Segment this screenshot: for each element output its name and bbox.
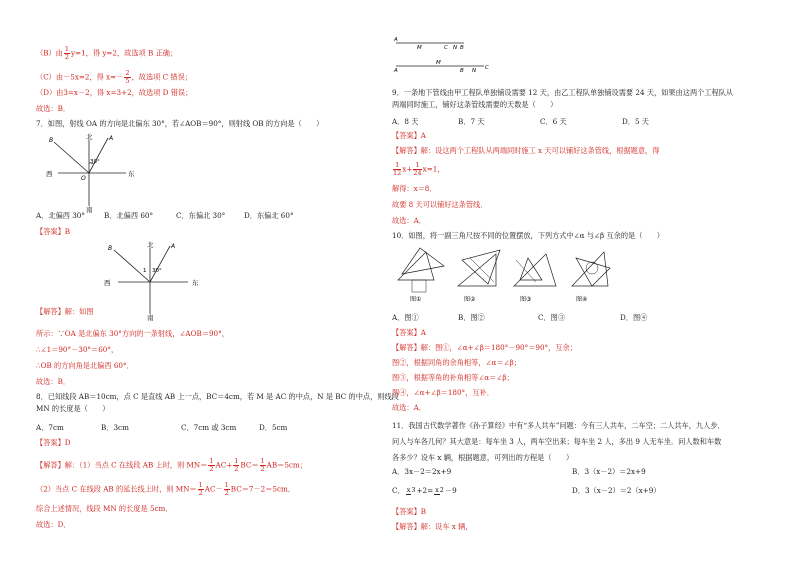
question-11: 11．我国古代数学著作《孙子算经》中有“多人共车”问题：今有三人共车，二车空；二人共车，九人步． [392, 421, 725, 430]
q7-answer-figure [98, 238, 228, 320]
prev-option-d: （D）由3=x－2，得 x=3+2，故选项 D 错误； [36, 88, 193, 97]
q10-line-2: 图②，根据同角的余角相等，∠α＝∠β； [392, 358, 521, 367]
label-north: 北 [86, 133, 93, 141]
q11-line-1: 【解答】解：设车 x 辆， [392, 522, 473, 531]
question-9: 9．一条地下管线由甲工程队单独铺设需要 12 天，由乙工程队单独铺设需要 24 天，如果由这两个工程队从 [392, 88, 734, 97]
q11-option-a[interactable]: A．3x－2＝2x+9 [392, 467, 452, 476]
ray-ob [114, 250, 150, 282]
q7-option-b[interactable]: B．北偏西 60° [104, 211, 154, 220]
q8-line-1: 【解答】解：（1）当点 C 在线段 AB 上时，则 MN＝ $\frac{1}{2}$ AC+ $\frac{1}{2}$ BC＝ $\frac{1}{2}$ AB＝5cm； [36, 457, 307, 473]
q10-option-c[interactable]: C．图③ [538, 313, 566, 322]
q7-line-2: ∴∠1＝90°－30°＝60°， [36, 345, 119, 354]
q7-analysis: 【解答】解：如图 [36, 307, 94, 316]
q11-options-row2 [392, 486, 661, 496]
q7-line-1: 所示：∵OA 是北偏东 30°方向的一条射线，∠AOB＝90°， [36, 329, 229, 338]
label-south: 南 [147, 314, 154, 322]
top-m: M [417, 45, 422, 51]
q11-option-d[interactable]: D．3（x－2）＝2（x+9） [572, 486, 661, 495]
label-b: B [49, 137, 54, 144]
bot-n: N [472, 68, 477, 74]
q11-options-row1 [392, 467, 646, 477]
label-west: 西 [46, 170, 53, 178]
q9-options [392, 117, 649, 127]
label-east: 东 [128, 170, 135, 178]
q10-option-b[interactable]: B．图② [458, 313, 485, 322]
q8-options [36, 423, 287, 433]
q7-option-c[interactable]: C．东偏北 30° [176, 211, 226, 220]
figure-2-label: 图② [464, 296, 476, 303]
q8-line-2: （2）当点 C 在线段 AB 的延长线上时，则 MN＝ $\frac{1}{2}$ AC－ $\frac{1}{2}$ BC＝7－2＝5cm． [36, 481, 296, 497]
figure-3 [514, 254, 556, 303]
q8-option-a[interactable]: A．7cm [36, 423, 64, 432]
q9-option-d[interactable]: D．5 天 [622, 117, 649, 126]
q11-option-b[interactable]: B．3（x－2）＝2x+9 [572, 467, 646, 476]
bot-c: C [485, 65, 489, 71]
q9-line-5: 故选：A． [392, 216, 426, 225]
top-b: B [460, 45, 464, 51]
question-9-cont: 两端同时施工，铺好这条管线需要的天数是（ ） [392, 100, 558, 109]
label-a: A [171, 243, 176, 250]
q7-line-3: ∴OB 的方向角是北偏西 60°． [36, 361, 134, 370]
q8-answer: 【答案】D [36, 438, 71, 447]
bot-m: M [436, 60, 441, 66]
q10-line-3: 图③，根据等角的补角相等∠α＝∠β； [392, 373, 514, 382]
q9-line-3: 解得：x＝8． [392, 184, 437, 193]
q9-option-b[interactable]: B．7 天 [458, 117, 485, 126]
figure-4-label: 图④ [576, 296, 588, 303]
label-south: 南 [86, 206, 93, 214]
q11-option-c[interactable]: C． x3+2= x2－9 [392, 486, 457, 495]
q9-line-1: 【解答】解：设这两个工程队从两端同时施工 x 天可以铺好这条管线，根据题意，得 [392, 146, 660, 155]
top-c: C [444, 45, 448, 51]
figure-3-label: 图③ [520, 296, 532, 303]
prev-option-b: （B）由 $\frac{1}{2}$ y=1，得 y=2，故选项 B 正确； [36, 45, 178, 61]
question-11-cont: 问人与车各几何？其大意是：每车坐 3 人，两车空出来；每车坐 2 人，多出 9 人无车坐．问人数和车数 [392, 437, 722, 446]
q10-answer: 【答案】A [392, 328, 426, 337]
q10-line-5: 故选：A． [392, 403, 426, 412]
q8-option-d[interactable]: D．5cm [259, 423, 288, 432]
bot-b: B [460, 68, 464, 74]
top-n: N [453, 45, 458, 51]
top-a: A [394, 37, 398, 43]
q9-option-c[interactable]: C．6 天 [540, 117, 567, 126]
question-10: 10．如图，将一副三角尺按不同的位置摆放，下列方式中∠α 与∠β 互余的是（ ） [392, 231, 664, 240]
q10-options [392, 313, 647, 323]
q7-option-a[interactable]: A．北偏西 30° [36, 211, 85, 220]
label-1: 1 [143, 268, 147, 274]
question-8-cont: MN 的长度是（ ） [36, 404, 110, 413]
question-8: 8．已知线段 AB＝10cm，点 C 是直线 AB 上一点，BC＝4cm，若 M 是 AC 的中点，N 是 BC 的中点，则线段 [36, 392, 399, 401]
q7-line-4: 故选：B． [36, 377, 71, 386]
label-west: 西 [104, 279, 111, 287]
ray-oa [150, 246, 170, 282]
q8-line-4: 故选：D． [36, 520, 71, 529]
figure-1-label: 图① [410, 296, 422, 303]
q10-option-a[interactable]: A．图① [392, 313, 419, 322]
q8-option-c[interactable]: C．7cm 或 3cm [181, 423, 237, 432]
bot-a: A [394, 68, 398, 74]
triangle-figures [396, 246, 636, 302]
q7-figure [44, 130, 164, 212]
q7-answer: 【答案】B [36, 227, 71, 236]
q9-line-4: 故要 8 天可以铺好这条管线． [392, 200, 488, 209]
label-north: 北 [147, 241, 154, 249]
ray-ob [54, 142, 89, 173]
question-11-cont2: 各多少？设车 x 辆，根据题意，可列出的方程是（ ） [392, 453, 574, 462]
prev-option-c: （C）由－5x=2，得 x=－ $\frac{2}{5}$ ，故选项 C 错误； [36, 69, 192, 85]
q9-option-a[interactable]: A．8 天 [392, 117, 419, 126]
label-east: 东 [192, 279, 199, 287]
label-b: B [108, 245, 113, 252]
q7-option-d[interactable]: D．东偏北 60° [244, 211, 294, 220]
label-30: 30° [90, 159, 100, 165]
label-a: A [109, 135, 114, 142]
q9-answer: 【答案】A [392, 131, 426, 140]
q8-option-b[interactable]: B．3cm [101, 423, 129, 432]
segment-figures [394, 34, 494, 74]
prev-choose: 故选：B． [36, 104, 71, 113]
q8-line-3: 综合上述情况，线段 MN 的长度是 5cm． [36, 504, 173, 513]
q7-options [36, 211, 294, 221]
q10-option-d[interactable]: D．图④ [620, 313, 648, 322]
label-o: O [81, 175, 86, 182]
label-30: 30° [152, 268, 162, 274]
figure-4 [572, 252, 610, 303]
q10-line-4: 图④，∠α+∠β＝180°，互补． [392, 388, 494, 397]
figure-1 [398, 248, 444, 303]
figure-2 [458, 250, 500, 303]
ray-oa [89, 138, 108, 173]
q11-answer: 【答案】B [392, 507, 427, 516]
question-7: 7．如图，射线 OA 的方向是北偏东 30°，若∠AOB＝90°，则射线 OB 的方向是（ ） [36, 119, 324, 128]
q9-equation: $\frac{1}{12}$ x+ $\frac{1}{24}$ x=1， [393, 161, 445, 177]
q10-line-1: 【解答】解：图①，∠α+∠β＝180°－90°＝90°，互余； [392, 343, 577, 352]
